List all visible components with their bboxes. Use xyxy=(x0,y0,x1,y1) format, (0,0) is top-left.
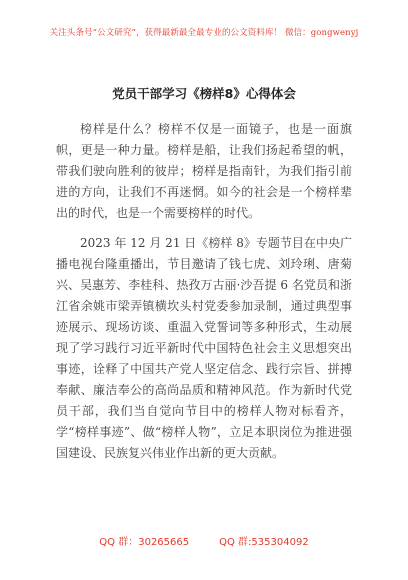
document-title: 党员干部学习《榜样8》心得体会 xyxy=(112,86,296,101)
paragraph-1: 榜样是什么？榜样不仅是一面镜子，也是一面旗帜，更是一种力量。榜样是船，让我们扬起希望的帆，带我们驶向胜利的彼岸；榜样是指南针，为我们指引前进的方向，让我们不再迷惘。如今的社会是一个榜样辈出的时代，也是一个需要榜样的时代。 xyxy=(56,122,352,220)
footer-contact xyxy=(0,533,408,548)
paragraph-2: 2023 年 12 月 21 日《榜样 8》专题节目在中央广播电视台隆重播出，节目邀请了钱七虎、刘玲琍、唐菊兴、吴惠芳、李桂科、热孜万古丽·沙吾提 6 名党员和浙江省余姚市梁弄镇横坎头村党委参加录制，通过典型事迹展示、现场访谈、重温入党誓词等多种形式，生动展现了学习践行习近平新时代中国特色社会主义思想突出事迹，诠释了中国共产党人坚定信念、践行宗旨、拼搏奉献、廉洁奉公的高尚品质和精神风范。作为新时代党员干部，我们当自觉向节目中的榜样人物对标看齐，学“榜样事迹”、做“榜样人物”，立足本职岗位为推进强国建设、民族复兴伟业作出新的更大贡献。 xyxy=(56,236,352,460)
header-banner: 关注头条号“公文研究”，获得最新最全最专业的公文资料库！ 微信：gongwenyj xyxy=(49,28,359,38)
footer-qq-group-2: QQ 群:535304092 xyxy=(219,537,309,548)
footer-qq-group-1: QQ 群：30265665 xyxy=(99,537,190,548)
